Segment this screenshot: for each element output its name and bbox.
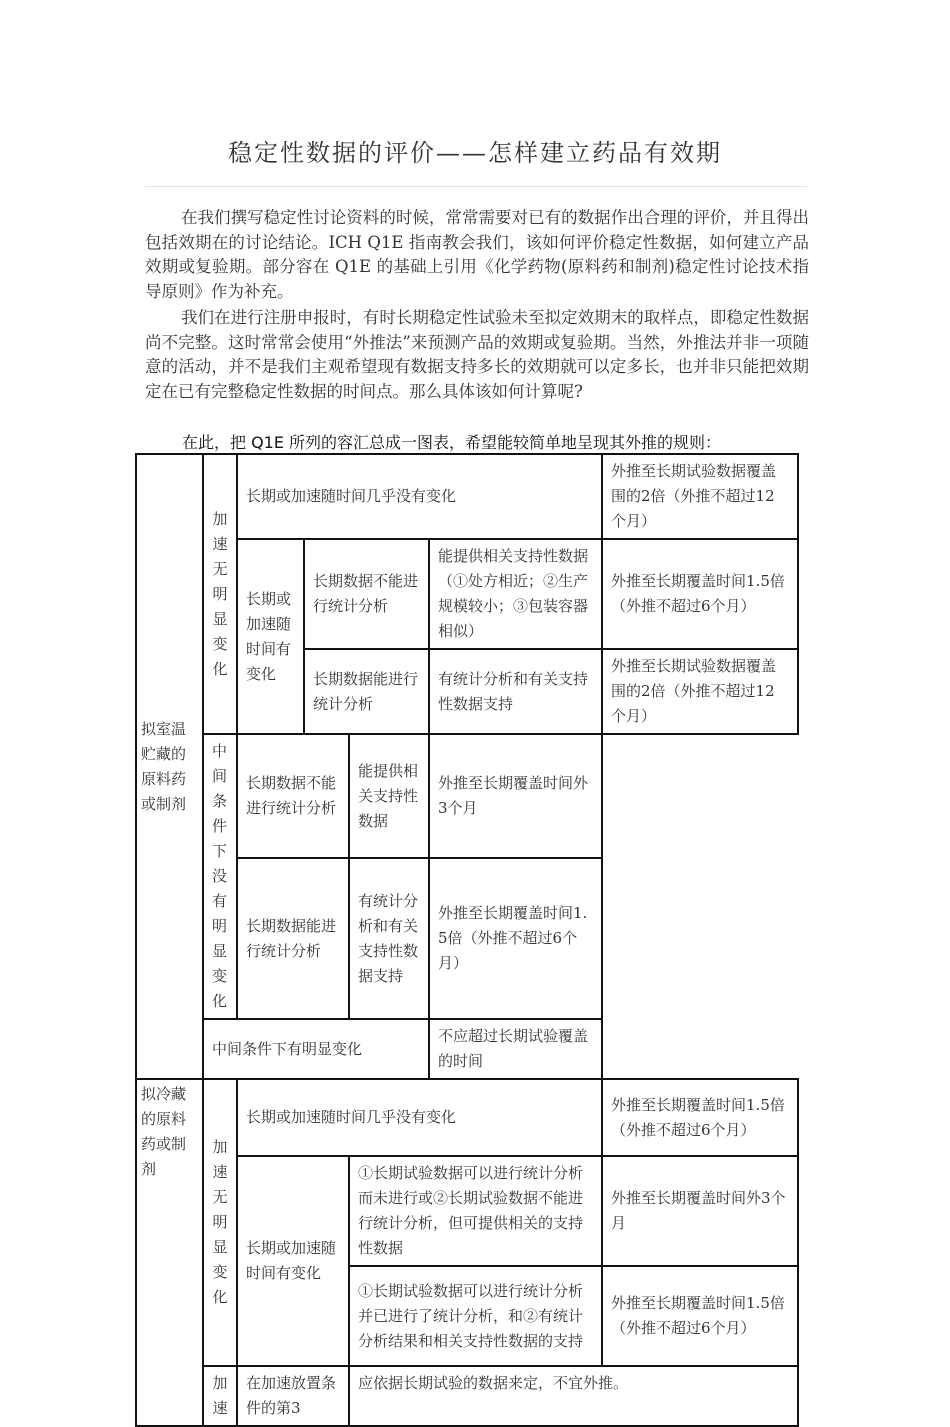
paragraph-intro: 在我们撰写稳定性讨论资料的时候，常常需要对已有的数据作出合理的评价，并且得出包括效期在的讨论结论。ICH Q1E 指南教会我们，该如何评价稳定性数据，如何建立产品效期或复验期。部分容在 Q1E 的基础上引用《化学药物(原料药和制剂)稳定性讨论技术指导原则》作为补充。 xyxy=(145,208,809,301)
result-cell: 外推至长期覆盖时间外3个月 xyxy=(602,1156,798,1266)
condition-cell: 中间条件下没有明显变化 xyxy=(203,734,237,1019)
result-cell: 外推至长期覆盖时间1.5倍（外推不超过6个月） xyxy=(602,1079,798,1156)
condition-cell: 长期数据能进行统计分析 xyxy=(237,858,349,1019)
condition-cell: 有统计分析和有关支持性数据支持 xyxy=(349,858,429,1019)
condition-cell: 长期或加速随时间几乎没有变化 xyxy=(237,1079,602,1156)
condition-cell: 长期数据不能进行统计分析 xyxy=(237,734,349,858)
paragraph-extrapolation: 我们在进行注册申报时，有时长期稳定性试验未至拟定效期末的取样点，即稳定性数据尚不完整。这时常常会使用“外推法”来预测产品的效期或复验期。当然，外推法并非一项随意的活动，并不是我们主观希望现有数据支持多长的效期就可以定多长，也并非只能把效期定在已有完整稳定性数据的时间点。那么具体该如何计算呢? xyxy=(145,308,809,401)
condition-cell: 能提供相关支持性数据 xyxy=(349,734,429,858)
accel-no-change-label: 加速无明显变化 xyxy=(203,454,237,734)
condition-cell: 长期或加速随时间几乎没有变化 xyxy=(237,454,602,539)
condition-cell: ①长期试验数据可以进行统计分析并已进行了统计分析，和②有统计分析结果和相关支持性数据的支持 xyxy=(349,1266,602,1366)
result-cell: 外推至长期覆盖时间1.5倍（外推不超过6个月） xyxy=(602,1266,798,1366)
condition-cell: 长期数据能进行统计分析 xyxy=(304,649,429,734)
extrapolation-rules-table xyxy=(135,453,799,1427)
condition-cell: 长期数据不能进行统计分析 xyxy=(304,539,429,649)
accel-label-short: 加速 xyxy=(203,1366,237,1426)
condition-cell: 长期或加速随时间有变化 xyxy=(237,539,304,734)
table-intro: 在此，把 Q1E 所列的容汇总成一图表，希望能较简单地呈现其外推的规则： xyxy=(182,433,722,452)
category-room-temp: 拟室温贮藏的原料药或制剂 xyxy=(136,454,203,1079)
condition-cell: 有统计分析和有关支持性数据支持 xyxy=(429,649,602,734)
title-divider xyxy=(145,186,807,187)
result-cell: 不应超过长期试验覆盖的时间 xyxy=(429,1019,602,1079)
condition-cell: 在加速放置条件的第3 xyxy=(237,1366,349,1426)
accel-no-change-label-2: 加速无明显变化 xyxy=(203,1079,237,1366)
result-cell: 外推至长期试验数据覆盖围的2倍（外推不超过12个月） xyxy=(602,454,798,539)
condition-cell: 长期或加速随时间有变化 xyxy=(237,1156,349,1366)
page-title: 稳定性数据的评价——怎样建立药品有效期 xyxy=(228,139,722,167)
condition-cell: 中间条件下有明显变化 xyxy=(203,1019,429,1079)
condition-cell: ①长期试验数据可以进行统计分析而未进行或②长期试验数据不能进行统计分析，但可提供相关的支持性数据 xyxy=(349,1156,602,1266)
category-refrigerated: 拟冷藏的原料药或制剂 xyxy=(136,1079,203,1426)
result-cell: 外推至长期覆盖时间外3个月 xyxy=(429,734,602,858)
result-cell: 外推至长期覆盖时间1.5倍（外推不超过6个月） xyxy=(602,539,798,649)
condition-cell: 能提供相关支持性数据（①处方相近；②生产规模较小；③包装容器相似） xyxy=(429,539,602,649)
result-cell: 外推至长期覆盖时间1.5倍（外推不超过6个月） xyxy=(429,858,602,1019)
result-cell: 应依据长期试验的数据来定，不宜外推。 xyxy=(349,1366,798,1426)
result-cell: 外推至长期试验数据覆盖围的2倍（外推不超过12个月） xyxy=(602,649,798,734)
